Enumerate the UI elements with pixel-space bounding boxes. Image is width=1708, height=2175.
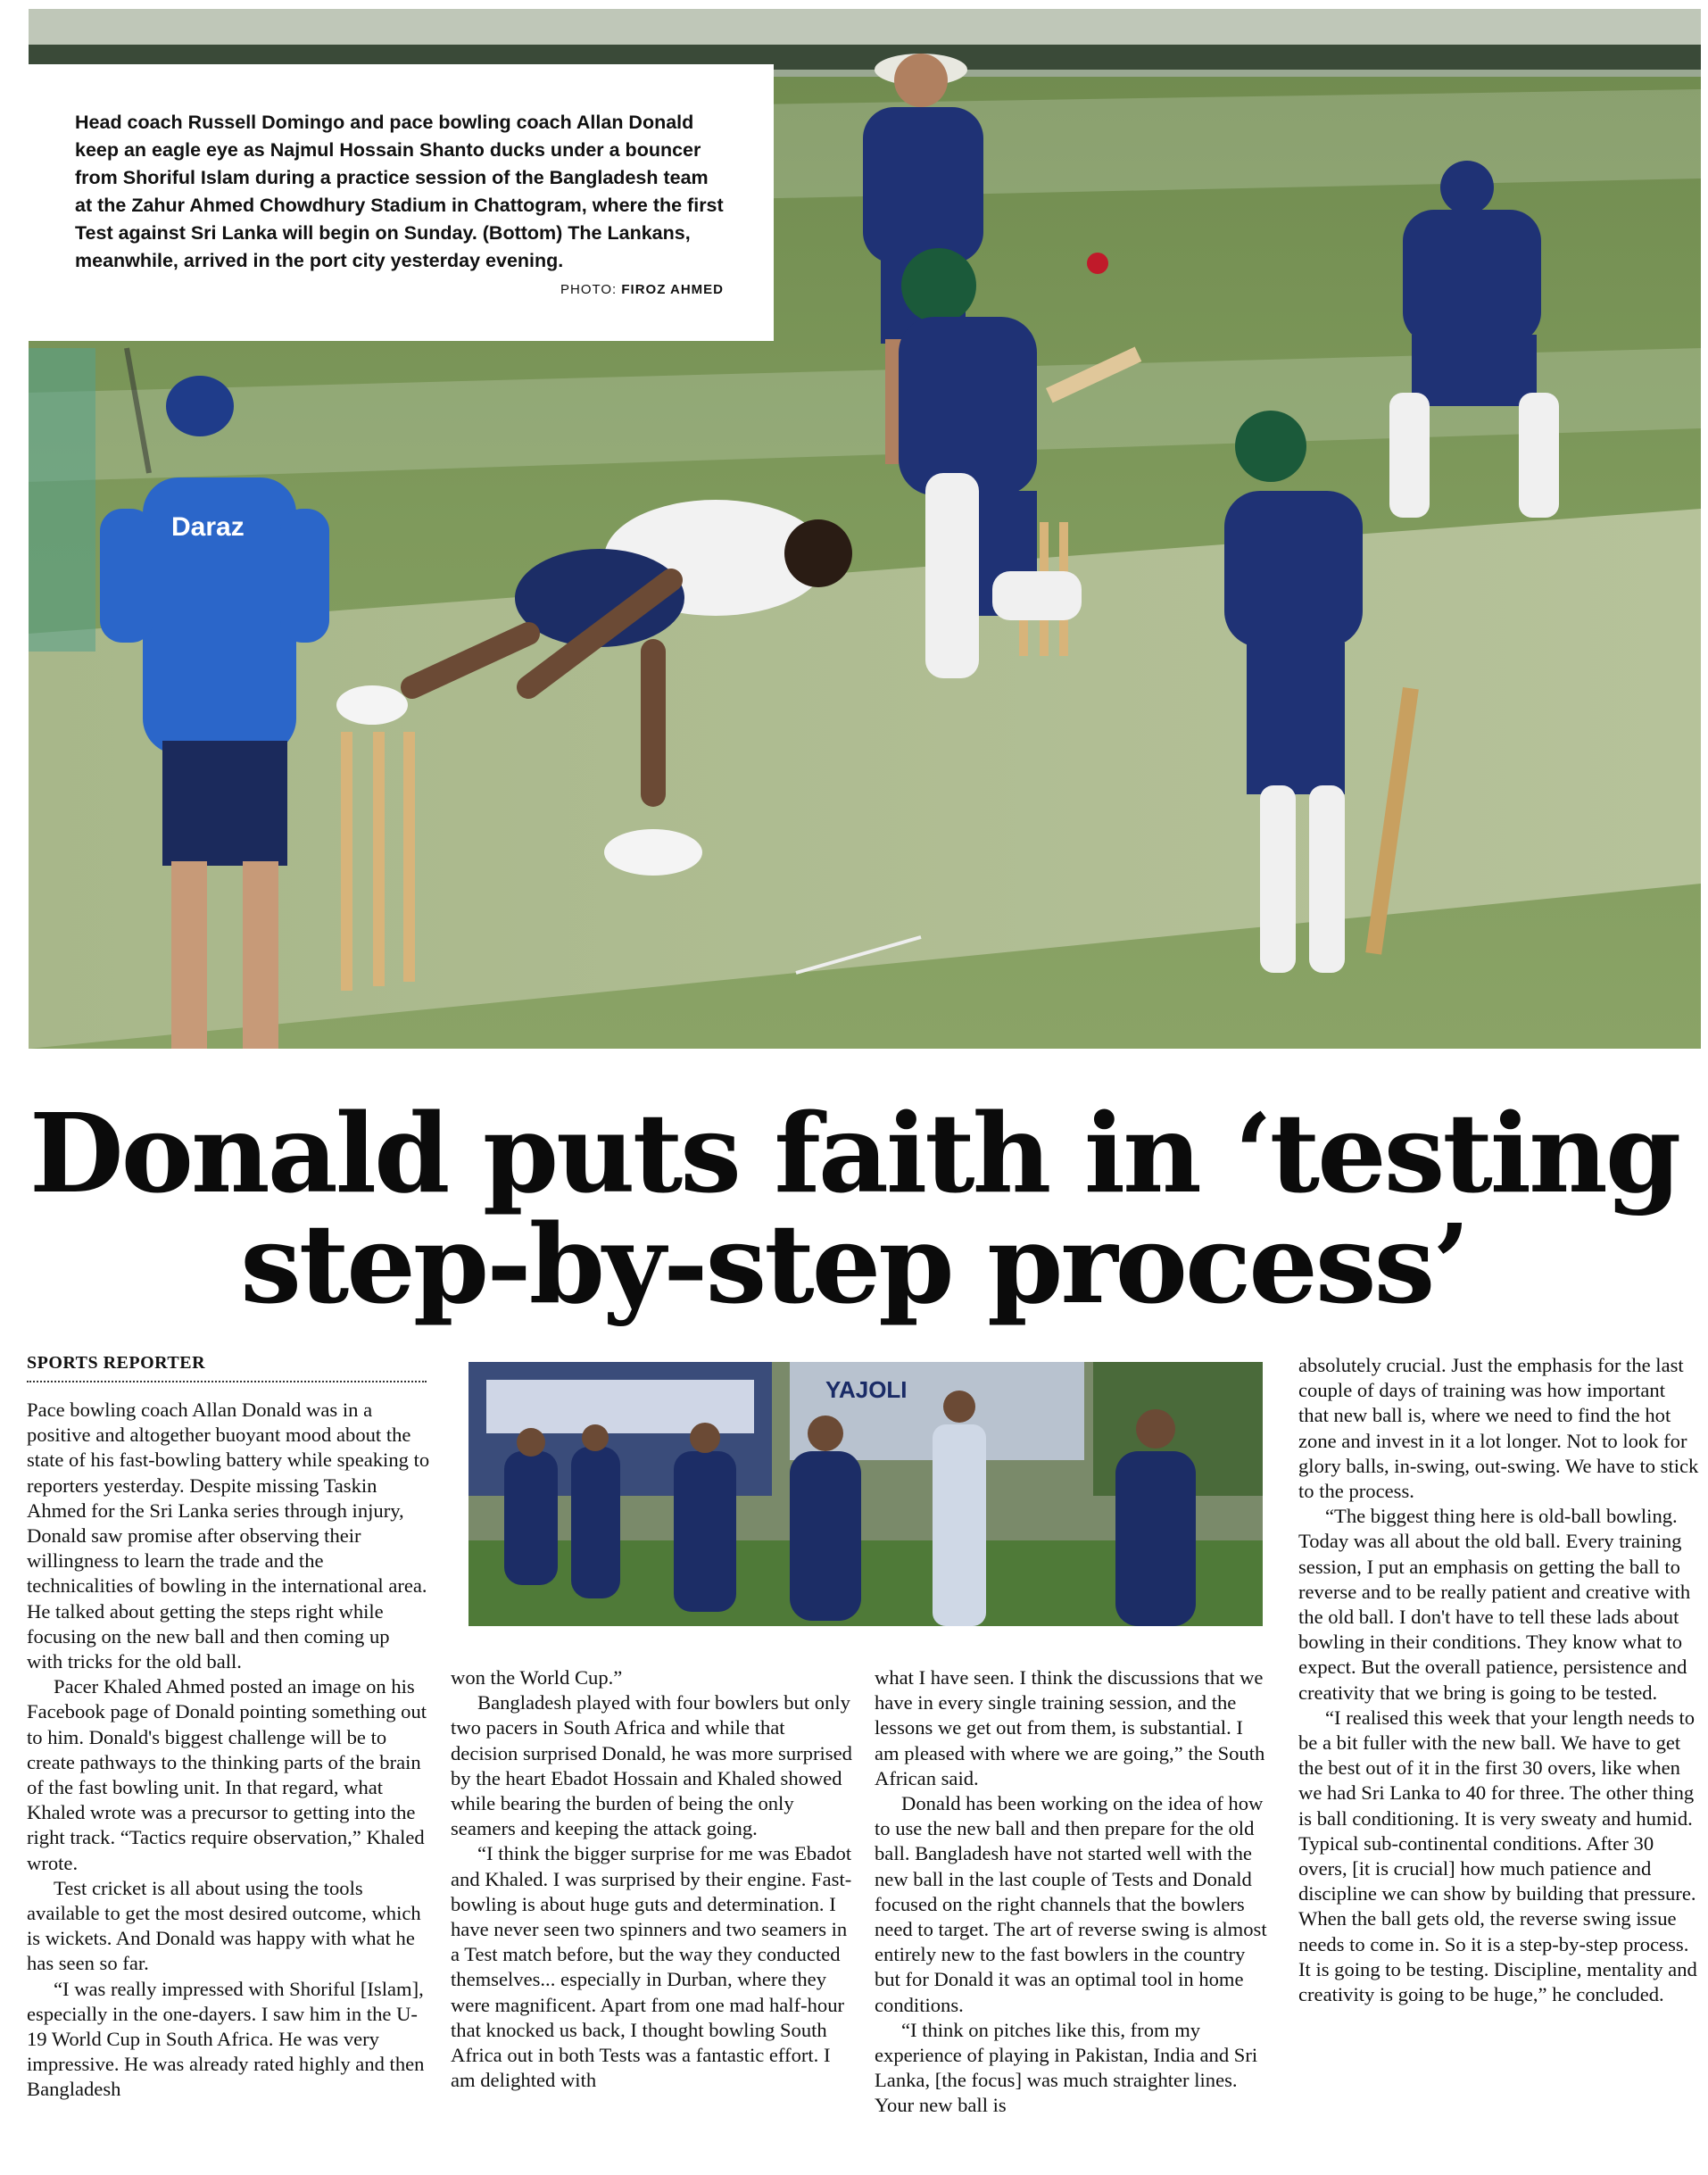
paragraph: “I was really impressed with Shoriful [Islam], especially in the one-dayers. I saw him in the U-19 World Cup in South Africa. He was very impressive. He was already rated highly and then Bangladesh bbox=[27, 1977, 425, 2101]
paragraph: “I think on pitches like this, from my experience of playing in Pakistan, India and Sri Lanka, [the focus] was much straighter lines. Your new ball is bbox=[875, 2018, 1258, 2117]
article-column-2 bbox=[451, 1665, 857, 2093]
paragraph: “I think the bigger surprise for me was Ebadot and Khaled. I was surprised by their engine. Fast-bowling is about huge guts and determination. I have never seen two spinners and two seamers in a Test match before, but the way they conducted themselves... especially in Durban, where they were magnificent. Apart from one mad half-hour that knocked us back, I thought bowling South Africa out in both Tests was a fantastic effort. I am delighted with bbox=[451, 1842, 852, 2092]
photo-credit bbox=[560, 282, 724, 297]
byline: SPORTS REPORTER bbox=[27, 1353, 427, 1382]
paragraph: Donald has been working on the idea of how to use the new ball and then prepare for the old ball. Bangladesh have not started well with the new ball in the last couple of Tests and Donald focused on the right channels that the bowlers need to target. The art of reverse swing is almost entirely new to the fast bowlers in the country but for Donald it was an optimal tool in home conditions. bbox=[875, 1792, 1267, 2016]
cricket-ball bbox=[1087, 253, 1108, 274]
paragraph: absolutely crucial. Just the emphasis for the last couple of days of training was how important that new ball is, where we need to find the hot zone and invest in it a lot longer. Not to look for glory balls, in-swing, out-swing. We have to stick to the process. bbox=[1298, 1354, 1699, 1503]
paragraph: what I have seen. I think the discussions that we have in every single training session, and the lessons we get out from them, is substantial. I am pleased with where we are going,” the South African said. bbox=[875, 1666, 1265, 1789]
article-column-4 bbox=[1298, 1353, 1700, 2007]
article-column-1 bbox=[27, 1398, 430, 2103]
paragraph: Test cricket is all about using the tools available to get the most desired outcome, which is wickets. And Donald was happy with what he has seen so far. bbox=[27, 1876, 421, 1975]
headline-line-2: step-by-step process’ bbox=[240, 1200, 1468, 1328]
headline-line-1: Donald puts faith in ‘testing bbox=[29, 1089, 1679, 1217]
paragraph: Pacer Khaled Ahmed posted an image on his Facebook page of Donald pointing something out to him. Donald's biggest challenge will be to create pathways to the thinking parts of the brain of the fast bowling unit. In that regard, what Khaled wrote was a precursor to getting into the right track. “Tactics require observation,” Khaled wrote. bbox=[27, 1675, 427, 1874]
inline-photo bbox=[468, 1362, 1263, 1626]
jersey-logo: Daraz bbox=[171, 512, 245, 542]
paragraph: Pace bowling coach Allan Donald was in a positive and altogether buoyant mood about the state of his fast-bowling battery while speaking to reporters yesterday. Despite missing Taskin Ahmed for the Sri Lanka series through injury, Donald saw promise after observing their willingness to learn the trade and the technicalities of bowling in the international area. He talked about getting the steps right while focusing on the new ball and then coming up with tricks for the old ball. bbox=[27, 1399, 430, 1673]
photographer-name: FIROZ AHMED bbox=[621, 282, 724, 297]
paragraph: “The biggest thing here is old-ball bowling. Today was all about the old ball. Every training session, I put an emphasis on getting the ball to reverse and to be really patient and creative with the old ball. I don't have to tell these lads about bowling in their conditions. They know what to expect. But the overall patience, persistence and creativity that we bring is going to be tested. bbox=[1298, 1505, 1691, 1704]
article-column-3 bbox=[875, 1665, 1272, 2119]
headline bbox=[0, 1089, 1708, 1328]
paragraph: won the World Cup.” bbox=[451, 1666, 623, 1689]
lankans-arrival-photo bbox=[468, 1362, 1263, 1626]
photo-caption-box bbox=[29, 64, 774, 341]
photo-caption: Head coach Russell Domingo and pace bowling coach Allan Donald keep an eagle eye as Najmul Hossain Shanto ducks under a bouncer from Shoriful Islam during a practice session of the Bangladesh team at the Zahur Ahmed Chowdhury Stadium in Chattogram, where the first Test against Sri Lanka will begin on Sunday. (Bottom) The Lankans, meanwhile, arrived in the port city yesterday evening. bbox=[75, 112, 724, 271]
photo-credit-label: PHOTO: bbox=[560, 282, 618, 297]
paragraph: “I realised this week that your length needs to be a bit fuller with the new ball. We have to get the best out of it in the first 30 overs, like when we had Sri Lanka to 40 for three. The other thing is ball conditioning. It is very sweaty and humid. Typical sub-continental conditions. After 30 overs, [it is crucial] how much patience and discipline we can show by building that pressure. When the ball gets old, the reverse swing issue needs to come in. So it is a step-by-step process. It is going to be testing. Discipline, mentality and creativity is going to be huge,” he concluded. bbox=[1298, 1706, 1697, 2006]
paragraph: Bangladesh played with four bowlers but only two pacers in South Africa and while that decision surprised Donald, he was more surprised by the heart Ebadot Hossain and Khaled showed while bearing the burden of being the only seamers and keeping the attack going. bbox=[451, 1691, 852, 1840]
bus-sign: YAJOLI bbox=[825, 1376, 908, 1403]
